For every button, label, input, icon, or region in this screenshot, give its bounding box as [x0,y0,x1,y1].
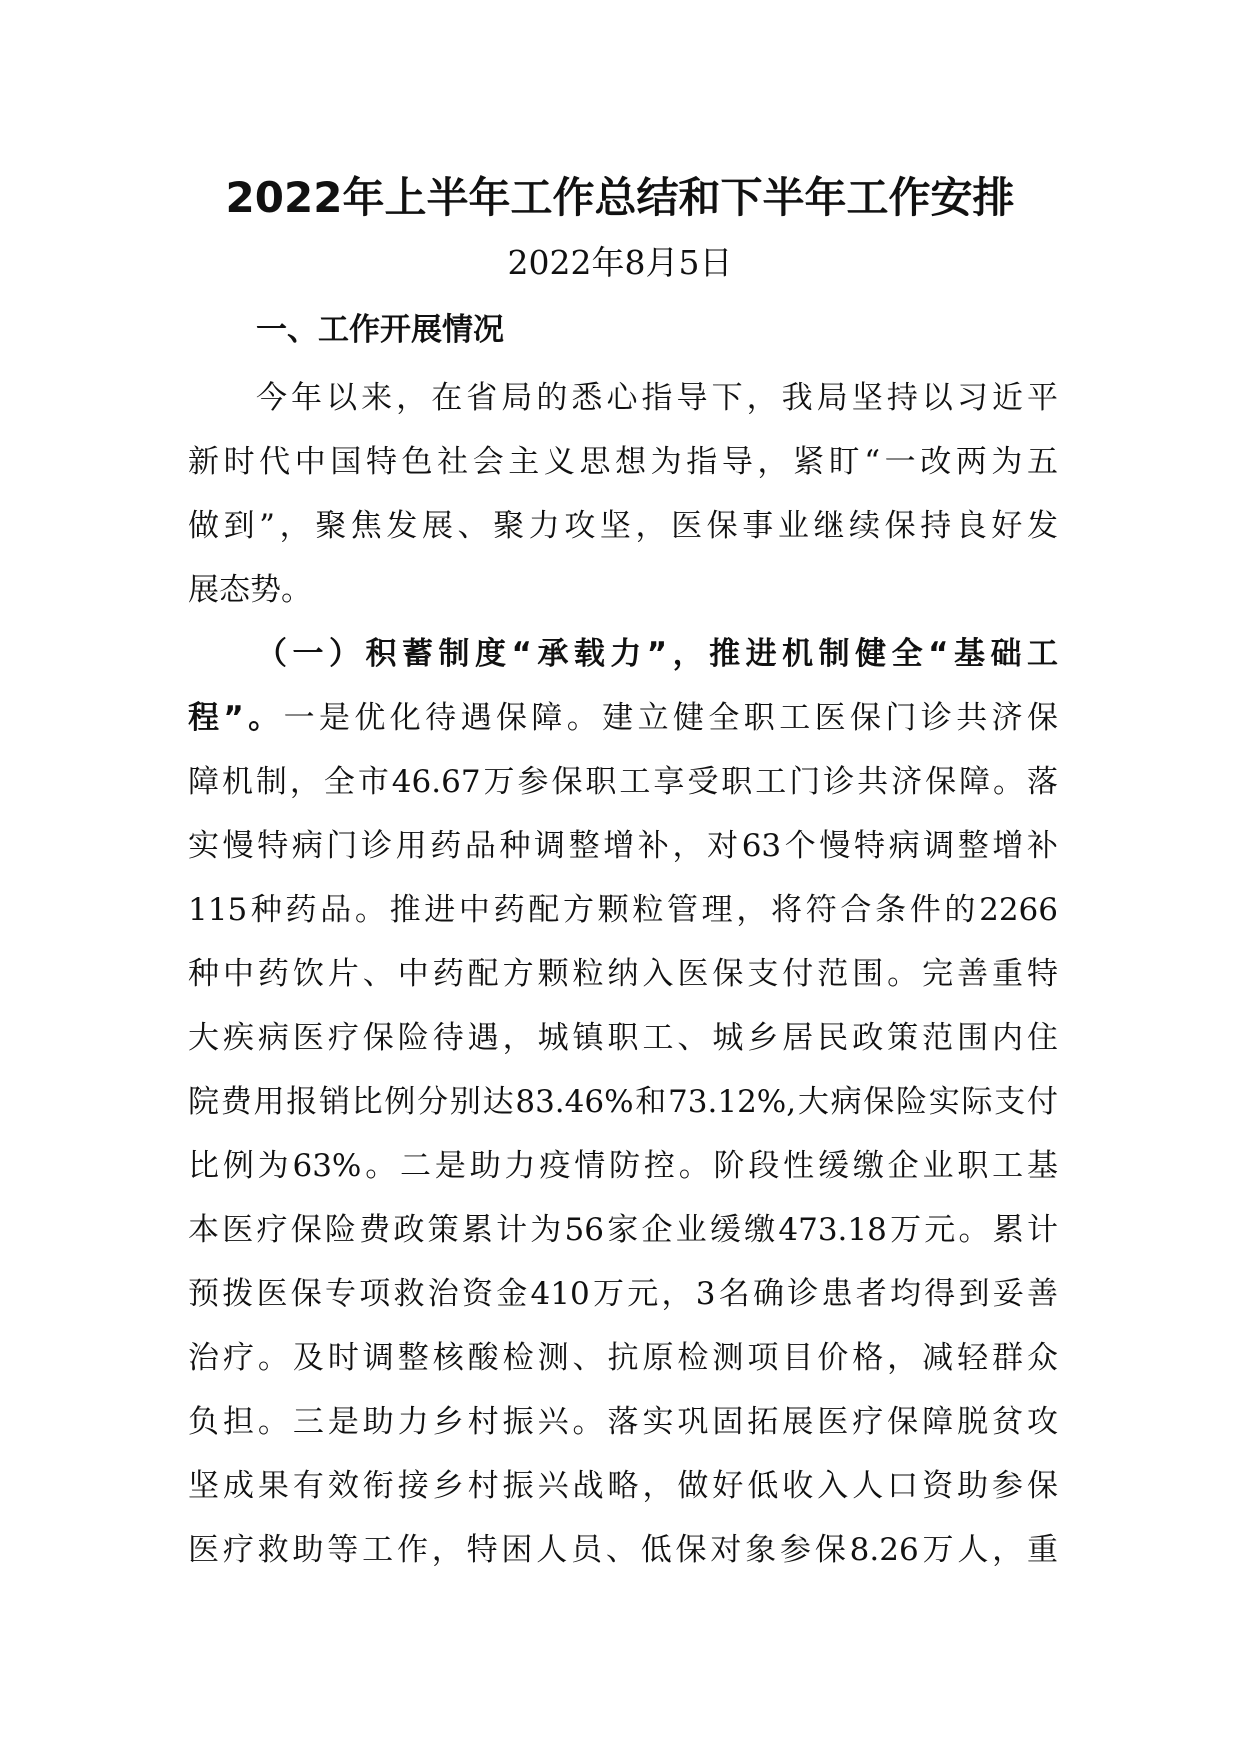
paragraph-line [188,686,1058,750]
paragraph-line: 本医疗保险费政策累计为56家企业缓缴473.18万元。累计 [188,1212,1058,1248]
subsection-heading-line: （一）积蓄制度“承载力”，推进机制健全“基础工 [256,636,1058,672]
subsection-heading-end: 程”。 [188,700,284,736]
paragraph-line: 医疗救助等工作，特困人员、低保对象参保8.26万人，重 [188,1532,1058,1568]
paragraph-line: 今年以来，在省局的悉心指导下，我局坚持以习近平 [256,380,1058,416]
document-title: 2022年上半年工作总结和下半年工作安排 [225,173,1015,222]
paragraph-line-text: 一是优化待遇保障。建立健全职工医保门诊共济保 [283,700,1058,736]
paragraph-line: 新时代中国特色社会主义思想为指导，紧盯“一改两为五 [188,444,1058,480]
document-date: 2022年8月5日 [507,243,733,282]
paragraph-line: 大疾病医疗保险待遇，城镇职工、城乡居民政策范围内住 [188,1020,1058,1056]
paragraph-line: 实慢特病门诊用药品种调整增补，对63个慢特病调整增补 [188,828,1058,864]
paragraph-line: 治疗。及时调整核酸检测、抗原检测项目价格，减轻群众 [188,1340,1058,1376]
paragraph-line: 115种药品。推进中药配方颗粒管理，将符合条件的2266 [188,892,1058,928]
paragraph-line: 做到”，聚焦发展、聚力攻坚，医保事业继续保持良好发 [188,508,1058,544]
paragraph-line: 坚成果有效衔接乡村振兴战略，做好低收入人口资助参保 [188,1468,1058,1504]
paragraph-line: 预拨医保专项救治资金410万元，3名确诊患者均得到妥善 [188,1276,1058,1312]
paragraph-line: 种中药饮片、中药配方颗粒纳入医保支付范围。完善重特 [188,956,1058,992]
body-paragraph [188,622,1058,1582]
paragraph-line: 展态势。 [188,572,312,608]
intro-paragraph [188,366,1058,622]
paragraph-line: 负担。三是助力乡村振兴。落实巩固拓展医疗保障脱贫攻 [188,1404,1058,1440]
section-heading: 一、工作开展情况 [256,312,504,348]
paragraph-line: 障机制，全市46.67万参保职工享受职工门诊共济保障。落 [188,764,1058,800]
paragraph-line: 比例为63%。二是助力疫情防控。阶段性缓缴企业职工基 [188,1148,1058,1184]
paragraph-line: 院费用报销比例分别达83.46%和73.12%,大病保险实际支付 [188,1084,1058,1120]
